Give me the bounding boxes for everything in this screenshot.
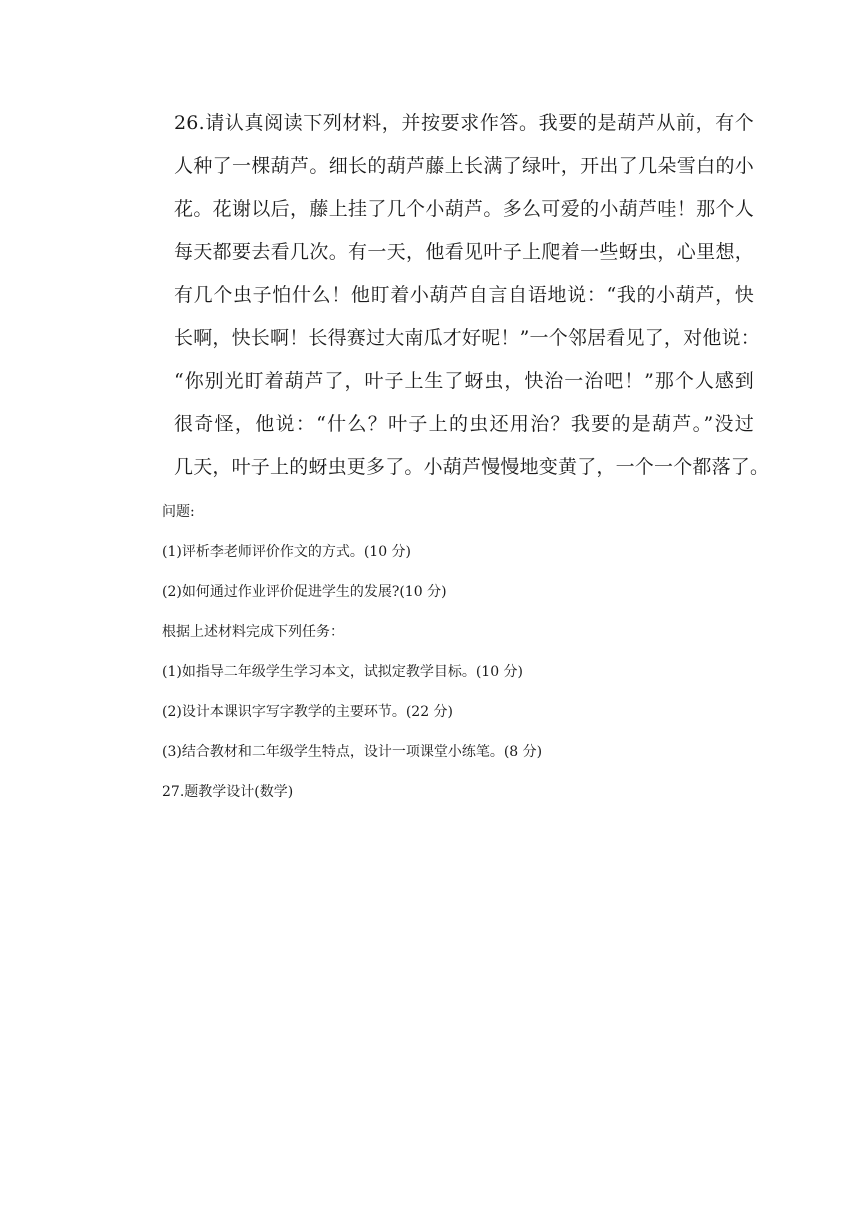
passage-line: 几天，叶子上的蚜虫更多了。小葫芦慢慢地变黄了，一个一个都落了。 — [174, 456, 770, 478]
passage-line: 每天都要去看几次。有一天，他看见叶子上爬着一些蚜虫，心里想， — [174, 241, 754, 263]
passage-line: 26.请认真阅读下列材料，并按要求作答。我要的是葫芦从前，有个 — [174, 112, 754, 134]
questions-heading: 问题: — [162, 504, 195, 520]
question-item: (2)如何通过作业评价促进学生的发展?(10 分) — [162, 584, 447, 600]
question-item: (1)评析李老师评价作文的方式。(10 分) — [162, 544, 412, 560]
passage-line: “你别光盯着葫芦了，叶子上生了蚜虫，快治一治吧！”那个人感到 — [174, 370, 754, 392]
task-item: (3)结合教材和二年级学生特点，设计一项课堂小练笔。(8 分) — [162, 744, 543, 760]
task-item: (1)如指导二年级学生学习本文，试拟定教学目标。(10 分) — [162, 664, 524, 680]
reading-passage — [174, 102, 770, 489]
task-heading: 根据上述材料完成下列任务： — [162, 624, 344, 640]
passage-line: 很奇怪，他说：“什么？叶子上的虫还用治？我要的是葫芦。”没过 — [174, 413, 754, 435]
passage-line: 花。花谢以后，藤上挂了几个小葫芦。多么可爱的小葫芦哇！那个人 — [174, 198, 754, 220]
task-item: (2)设计本课识字写字教学的主要环节。(22 分) — [162, 704, 454, 720]
passage-line: 长啊，快长啊！长得赛过大南瓜才好呢！”一个邻居看见了，对他说： — [174, 327, 760, 349]
question-list — [162, 497, 782, 817]
next-question-title: 27.题教学设计(数学) — [162, 784, 294, 800]
passage-line: 人种了一棵葫芦。细长的葫芦藤上长满了绿叶，开出了几朵雪白的小 — [174, 155, 754, 177]
passage-line: 有几个虫子怕什么！他盯着小葫芦自言自语地说：“我的小葫芦，快 — [174, 284, 754, 306]
